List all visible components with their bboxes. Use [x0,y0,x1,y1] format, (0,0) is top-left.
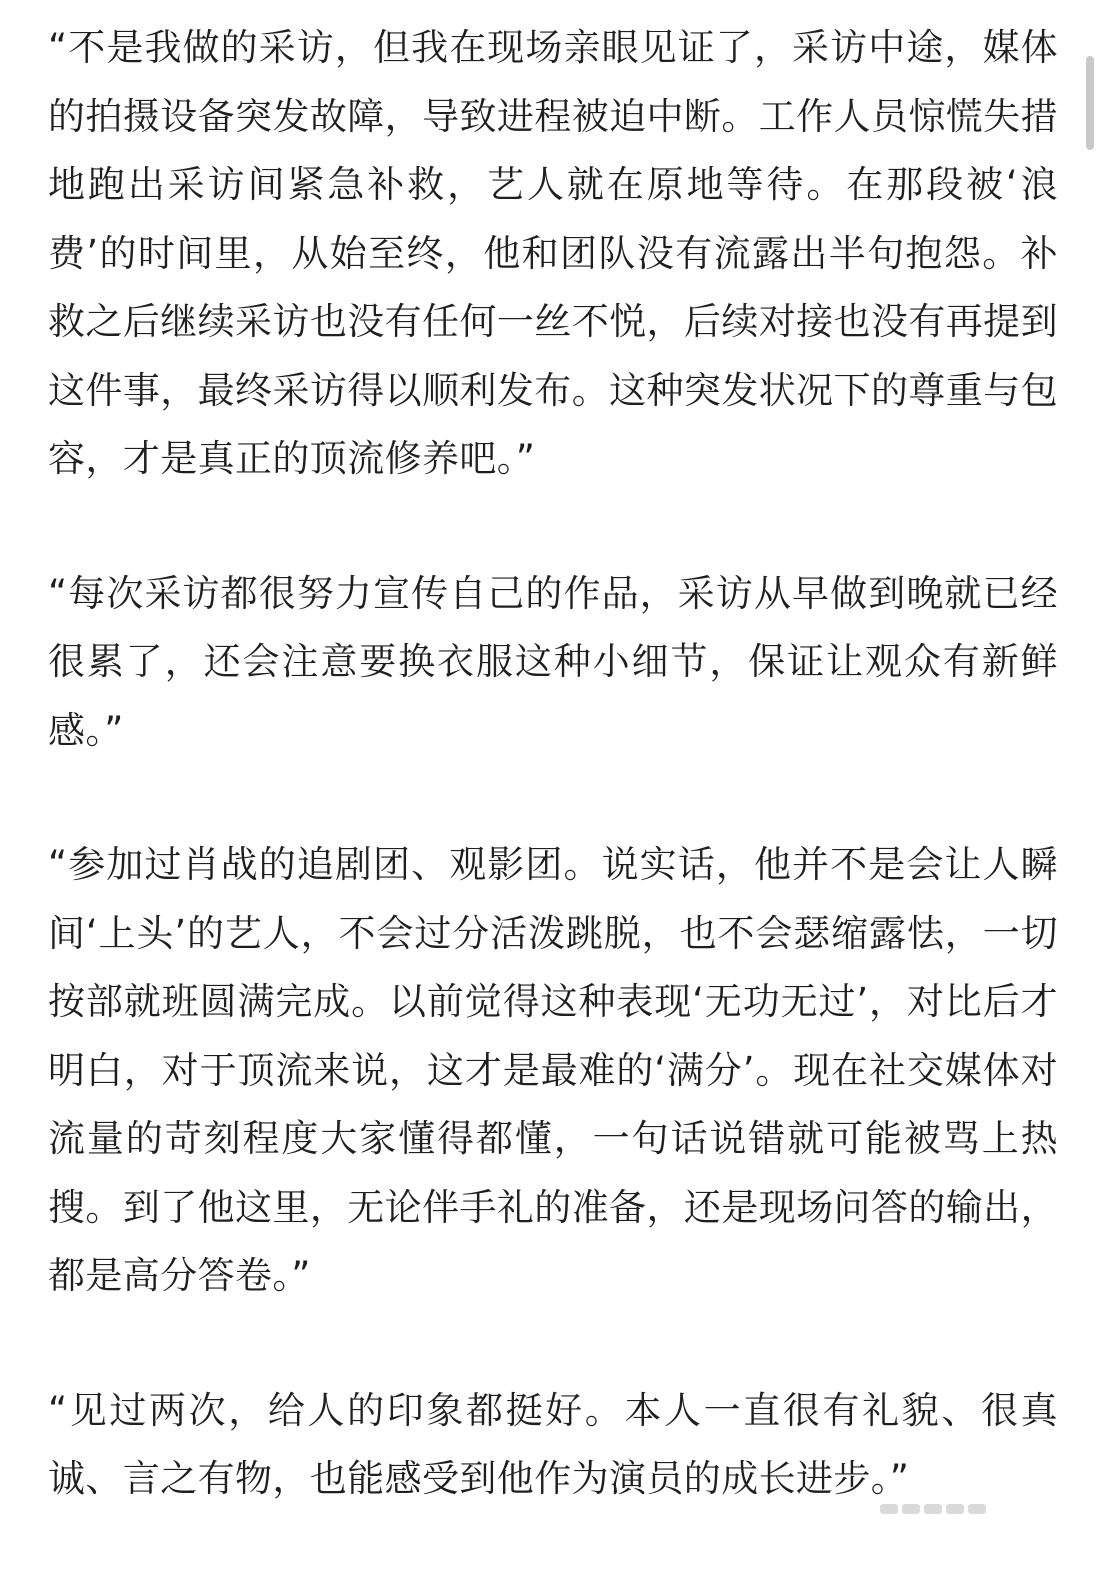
watermark [880,1501,1030,1517]
vertical-scrollbar[interactable] [1082,0,1100,1523]
quote-paragraph-2: “每次采访都很努力宣传自己的作品，采访从早做到晚就已经很累了，还会注意要换衣服这种小细节，保证让观众有新鲜感。” [48,571,1058,752]
quote-paragraph-1: “不是我做的采访，但我在现场亲眼见证了，采访中途，媒体的拍摄设备突发故障，导致进程被迫中断。工作人员惊慌失措地跑出采访间紧急补救，艺人就在原地等待。在那段被‘浪费’的时间里，从始至终，他和团队没有流露出半句抱怨。补救之后继续采访也没有任何一丝不悦，后续对接也没有再提到这件事，最终采访得以顺利发布。这种突发状况下的尊重与包容，才是真正的顶流修养吧。” [48,26,1058,480]
watermark-mark [880,1504,898,1514]
quote-paragraph-4: “见过两次，给人的印象都挺好。本人一直很有礼貌、很真诚、言之有物，也能感受到他作为演员的成长进步。” [48,1388,1058,1500]
watermark-mark [902,1504,920,1514]
watermark-mark [946,1504,964,1514]
scrollbar-thumb[interactable] [1086,56,1094,150]
article-body [48,14,1058,1580]
watermark-mark [968,1504,986,1514]
watermark-mark [924,1504,942,1514]
quote-paragraph-3: “参加过肖战的追剧团、观影团。说实话，他并不是会让人瞬间‘上头’的艺人，不会过分活泼跳脱，也不会瑟缩露怯，一切按部就班圆满完成。以前觉得这种表现‘无功无过’，对比后才明白，对于顶流来说，这才是最难的‘满分’。现在社交媒体对流量的苛刻程度大家懂得都懂，一句话说错就可能被骂上热搜。到了他这里，无论伴手礼的准备，还是现场问答的输出，都是高分答卷。” [48,843,1058,1297]
